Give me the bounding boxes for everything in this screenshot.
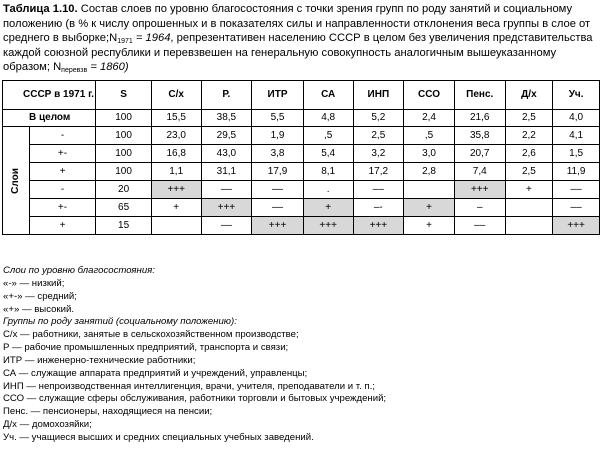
- header-cell: СА: [303, 81, 353, 110]
- table-cell: 65: [96, 199, 152, 217]
- table-cell: 4,8: [303, 110, 353, 127]
- table-cell: 15: [96, 217, 152, 235]
- table-cell: 38,5: [201, 110, 252, 127]
- table-cell: 5,4: [303, 145, 353, 163]
- table-cell: 100: [96, 127, 152, 145]
- legend-item: «+-» — средний;: [3, 290, 77, 302]
- table-cell: 1,1: [151, 163, 201, 181]
- table-cell: 35,8: [454, 127, 505, 145]
- table-cell: 8,1: [303, 163, 353, 181]
- table-cell: 2,5: [505, 163, 553, 181]
- table-cell: 11,9: [553, 163, 600, 181]
- legend-item: ИНП — непроизводственная интеллигенция, врачи, учителя, преподаватели и т. п.;: [3, 380, 375, 392]
- table-cell: ––: [553, 199, 600, 217]
- table-cell-shaded: +++: [201, 199, 252, 217]
- table-cell-shaded: +++: [151, 181, 201, 199]
- row-label: +: [29, 163, 96, 181]
- table-row: [3, 181, 600, 199]
- row-label: -: [29, 181, 96, 199]
- table-row: [3, 127, 600, 145]
- legend-item: «-» — низкий;: [3, 277, 65, 289]
- table-cell: 1,5: [553, 145, 600, 163]
- table-row: [3, 199, 600, 217]
- table-cell: [151, 217, 201, 235]
- table-cell: +: [151, 199, 201, 217]
- table-cell: 17,9: [252, 163, 304, 181]
- table-cell-shaded: +++: [303, 217, 353, 235]
- table-cell-shaded: +: [404, 199, 455, 217]
- table-row: [3, 217, 600, 235]
- table-cell: ––: [454, 217, 505, 235]
- header-cell: Д/х: [505, 81, 553, 110]
- table-cell: [505, 217, 553, 235]
- header-cell: ССО: [404, 81, 455, 110]
- table-cell: [505, 199, 553, 217]
- table-cell: 100: [96, 145, 152, 163]
- caption-n-2: = 1860): [87, 61, 129, 74]
- header-cell: ИТР: [252, 81, 304, 110]
- table-cell: +: [404, 217, 455, 235]
- legend: [3, 265, 597, 445]
- table-cell: 15,5: [151, 110, 201, 127]
- caption-text: Состав слоев по уровню благосостояния с точки зрения групп по роду занятий и социальному положению (в % к числу опрошенных и в показателях силы и направленности отклонения веса группы в слое от среднего в выборке;N: [3, 3, 591, 45]
- table-cell: 5,2: [353, 110, 404, 127]
- table-cell: 2,5: [505, 110, 553, 127]
- table-cell: .: [303, 181, 353, 199]
- table-cell-shaded: +: [303, 199, 353, 217]
- row-label: +-: [29, 145, 96, 163]
- table-cell: ––: [252, 181, 304, 199]
- table-cell: 2,8: [404, 163, 455, 181]
- table-cell: ,5: [404, 127, 455, 145]
- table-cell: 5,5: [252, 110, 304, 127]
- table-row: [3, 145, 600, 163]
- table-cell: 20,7: [454, 145, 505, 163]
- side-label-text: Слои: [9, 167, 21, 194]
- table-cell: ––: [201, 181, 252, 199]
- header-cell: Пенс.: [454, 81, 505, 110]
- table-cell-shaded: +++: [454, 181, 505, 199]
- table-cell: [404, 181, 455, 199]
- table-cell: 2,2: [505, 127, 553, 145]
- data-table: [2, 80, 600, 235]
- table-cell: 29,5: [201, 127, 252, 145]
- legend-heading: Слои по уровню благосостояния:: [3, 265, 155, 276]
- total-row: [3, 110, 600, 127]
- table-cell: 2,6: [505, 145, 553, 163]
- side-label: [3, 127, 30, 235]
- total-label: В целом: [3, 110, 96, 127]
- table-cell: ––: [201, 217, 252, 235]
- table-cell: 43,0: [201, 145, 252, 163]
- legend-item: СА — служащие аппарата предприятий и учреждений, управленцы;: [3, 367, 308, 379]
- caption-subscript-2: перевзв: [61, 67, 88, 75]
- table-cell-shaded: +++: [252, 217, 304, 235]
- header-cell: С/х: [151, 81, 201, 110]
- row-label: -: [29, 127, 96, 145]
- table-cell: 1,9: [252, 127, 304, 145]
- legend-item: Д/х — домохозяйки;: [3, 419, 92, 431]
- table-cell: 7,4: [454, 163, 505, 181]
- header-cell: Р.: [201, 81, 252, 110]
- table-cell: 17,2: [353, 163, 404, 181]
- table-cell: 3,2: [353, 145, 404, 163]
- corner-header: СССР в 1971 г.: [3, 81, 96, 110]
- header-cell: ИНП: [353, 81, 404, 110]
- table-cell: 21,6: [454, 110, 505, 127]
- table-cell: 100: [96, 110, 152, 127]
- table-cell: 2,5: [353, 127, 404, 145]
- caption-label: Таблица 1.10.: [3, 3, 78, 15]
- legend-item: ССО — служащие сферы обслуживания, работники торговли и бытовых учреждений;: [3, 393, 387, 405]
- table-cell: 2,4: [404, 110, 455, 127]
- legend-item: С/х — работники, занятые в сельскохозяйственном производстве;: [3, 329, 299, 341]
- table-cell-shaded: +++: [553, 217, 600, 235]
- caption-n: = 1964: [132, 32, 171, 45]
- legend-item: «+» — высокий.: [3, 303, 75, 315]
- row-label: +-: [29, 199, 96, 217]
- caption-subscript: 1971: [117, 38, 133, 46]
- table-cell: +: [505, 181, 553, 199]
- table-cell: 23,0: [151, 127, 201, 145]
- table-caption: [3, 2, 597, 75]
- table-cell: –-: [353, 199, 404, 217]
- legend-heading: Группы по роду занятий (социальному положению):: [3, 316, 237, 328]
- table-cell: ,5: [303, 127, 353, 145]
- header-cell: S: [96, 81, 152, 110]
- legend-item: Пенс. — пенсионеры, находящиеся на пенсии;: [3, 406, 213, 418]
- header-cell: Уч.: [553, 81, 600, 110]
- legend-item: ИТР — инженерно-технические работники;: [3, 354, 196, 366]
- legend-item: Р — рабочие промышленных предприятий, транспорта и связи;: [3, 342, 289, 354]
- table-row: [3, 163, 600, 181]
- table-cell-shaded: +++: [353, 217, 404, 235]
- header-row: [3, 81, 600, 110]
- table-cell: ––: [252, 199, 304, 217]
- row-label: +: [29, 217, 96, 235]
- table-cell: 4,1: [553, 127, 600, 145]
- table-cell: 100: [96, 163, 152, 181]
- table-cell: ––: [353, 181, 404, 199]
- table-cell: 3,8: [252, 145, 304, 163]
- table-cell: 31,1: [201, 163, 252, 181]
- table-cell: 3,0: [404, 145, 455, 163]
- table-cell: 16,8: [151, 145, 201, 163]
- table-cell: 4,0: [553, 110, 600, 127]
- table-cell: 20: [96, 181, 152, 199]
- table-cell: –: [454, 199, 505, 217]
- table-cell: ––: [553, 181, 600, 199]
- caption-text-2: , репрезентативен населению СССР в целом без увеличения представительства каждой союзной республики и перевзвешен на генеральную совокупность аналогичным вышеуказанному образом; N: [3, 32, 593, 74]
- legend-item: Уч. — учащиеся высших и средних специальных учебных заведений.: [3, 431, 314, 443]
